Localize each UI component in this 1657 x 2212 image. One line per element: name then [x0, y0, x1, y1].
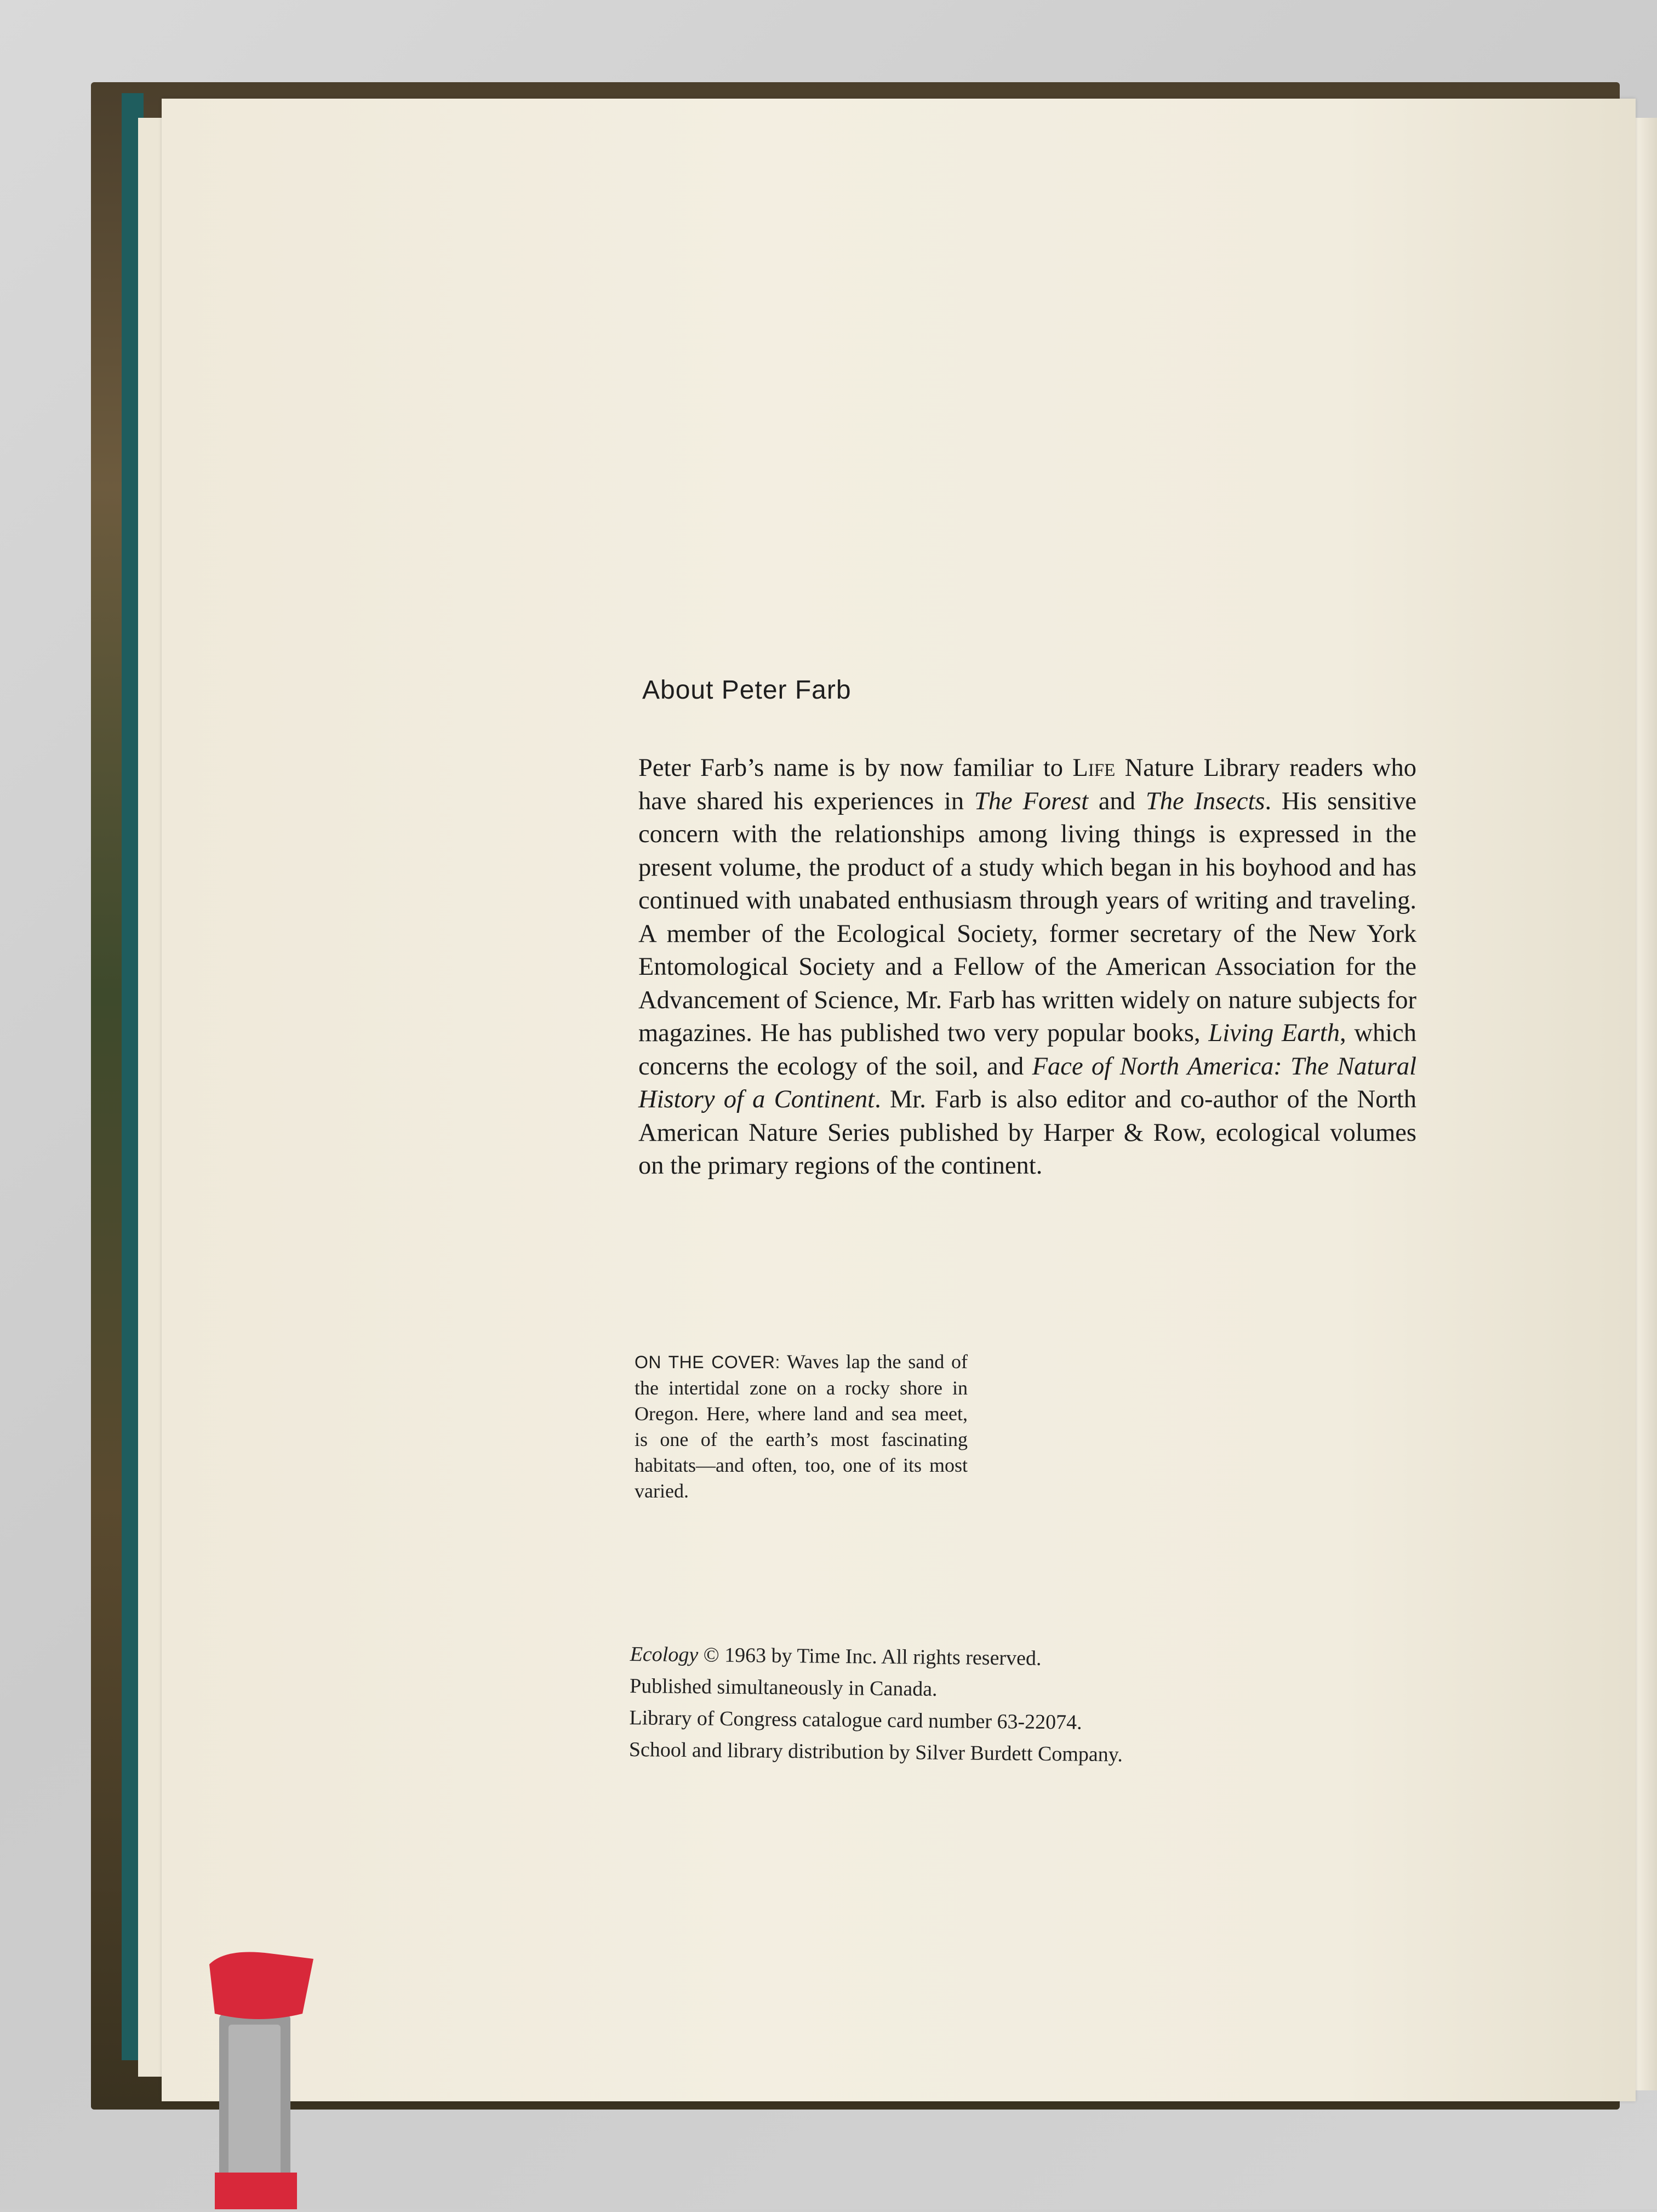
clip-metal-highlight — [228, 2025, 281, 2189]
cover-note — [635, 1349, 968, 1504]
life-brand: Life — [1072, 754, 1116, 782]
bio-part-4: . His sensitive concern with the relationships among living things is expressed in the present volume, the product of a study which began in his boyhood and has continued with unabated enthusiasm through years of writing and traveling. A member of the Ecological Society, former secretary of the New York Entomological Society and a Fellow of the American Association for the Advancement of Science, Mr. Farb has written widely on nature subjects for magazines. He has published two very popular books, — [638, 787, 1417, 1047]
copyright-line-4: School and library distribution by Silver Burdett Company. — [628, 1737, 1123, 1767]
bio-part-3: and — [1088, 787, 1146, 815]
copyright-line-3: Library of Congress catalogue card number 63-22074. — [629, 1706, 1082, 1734]
binder-clip-icon — [204, 1948, 313, 2209]
copyright-block — [629, 1638, 1342, 1773]
clip-red-cap — [209, 1952, 313, 2020]
cover-note-text: Waves lap the sand of the intertidal zone on a rocky shore in Oregon. Here, where land and sea meet, is one of the earth’s most fascinating habitats—and often, too, one of its most varied. — [635, 1351, 968, 1502]
copyright-line-1-rest: © 1963 by Time Inc. All rights reserved. — [698, 1643, 1042, 1670]
binder-clip-graphic — [204, 1948, 313, 2209]
copyright-title: Ecology — [630, 1642, 699, 1667]
clip-red-grip — [215, 2173, 297, 2209]
cover-note-label: ON THE COVER: — [635, 1352, 780, 1372]
book-title-insects: The Insects — [1145, 787, 1265, 815]
author-bio — [638, 752, 1416, 1183]
book-title-living-earth: Living Earth — [1208, 1019, 1340, 1047]
page-heading: About Peter Farb — [642, 676, 852, 705]
book-title-face-of-north-america: Face of North America: The Natural History of a Continent — [638, 1052, 1416, 1113]
bio-part-2: Nature Library readers who have shared his experiences in — [638, 754, 1416, 815]
bio-part-6: . Mr. Farb is also editor and co-author of the North American Nature Series published by Harper & Row, ecological volumes on the primary regions of the continent. — [638, 1085, 1416, 1180]
copyright-line-2: Published simultaneously in Canada. — [629, 1674, 938, 1701]
bio-part-1: Peter Farb’s name is by now familiar to — [638, 754, 1073, 782]
bio-part-5: , which concerns the ecology of the soil, and — [638, 1019, 1417, 1081]
book-title-forest: The Forest — [974, 787, 1089, 815]
